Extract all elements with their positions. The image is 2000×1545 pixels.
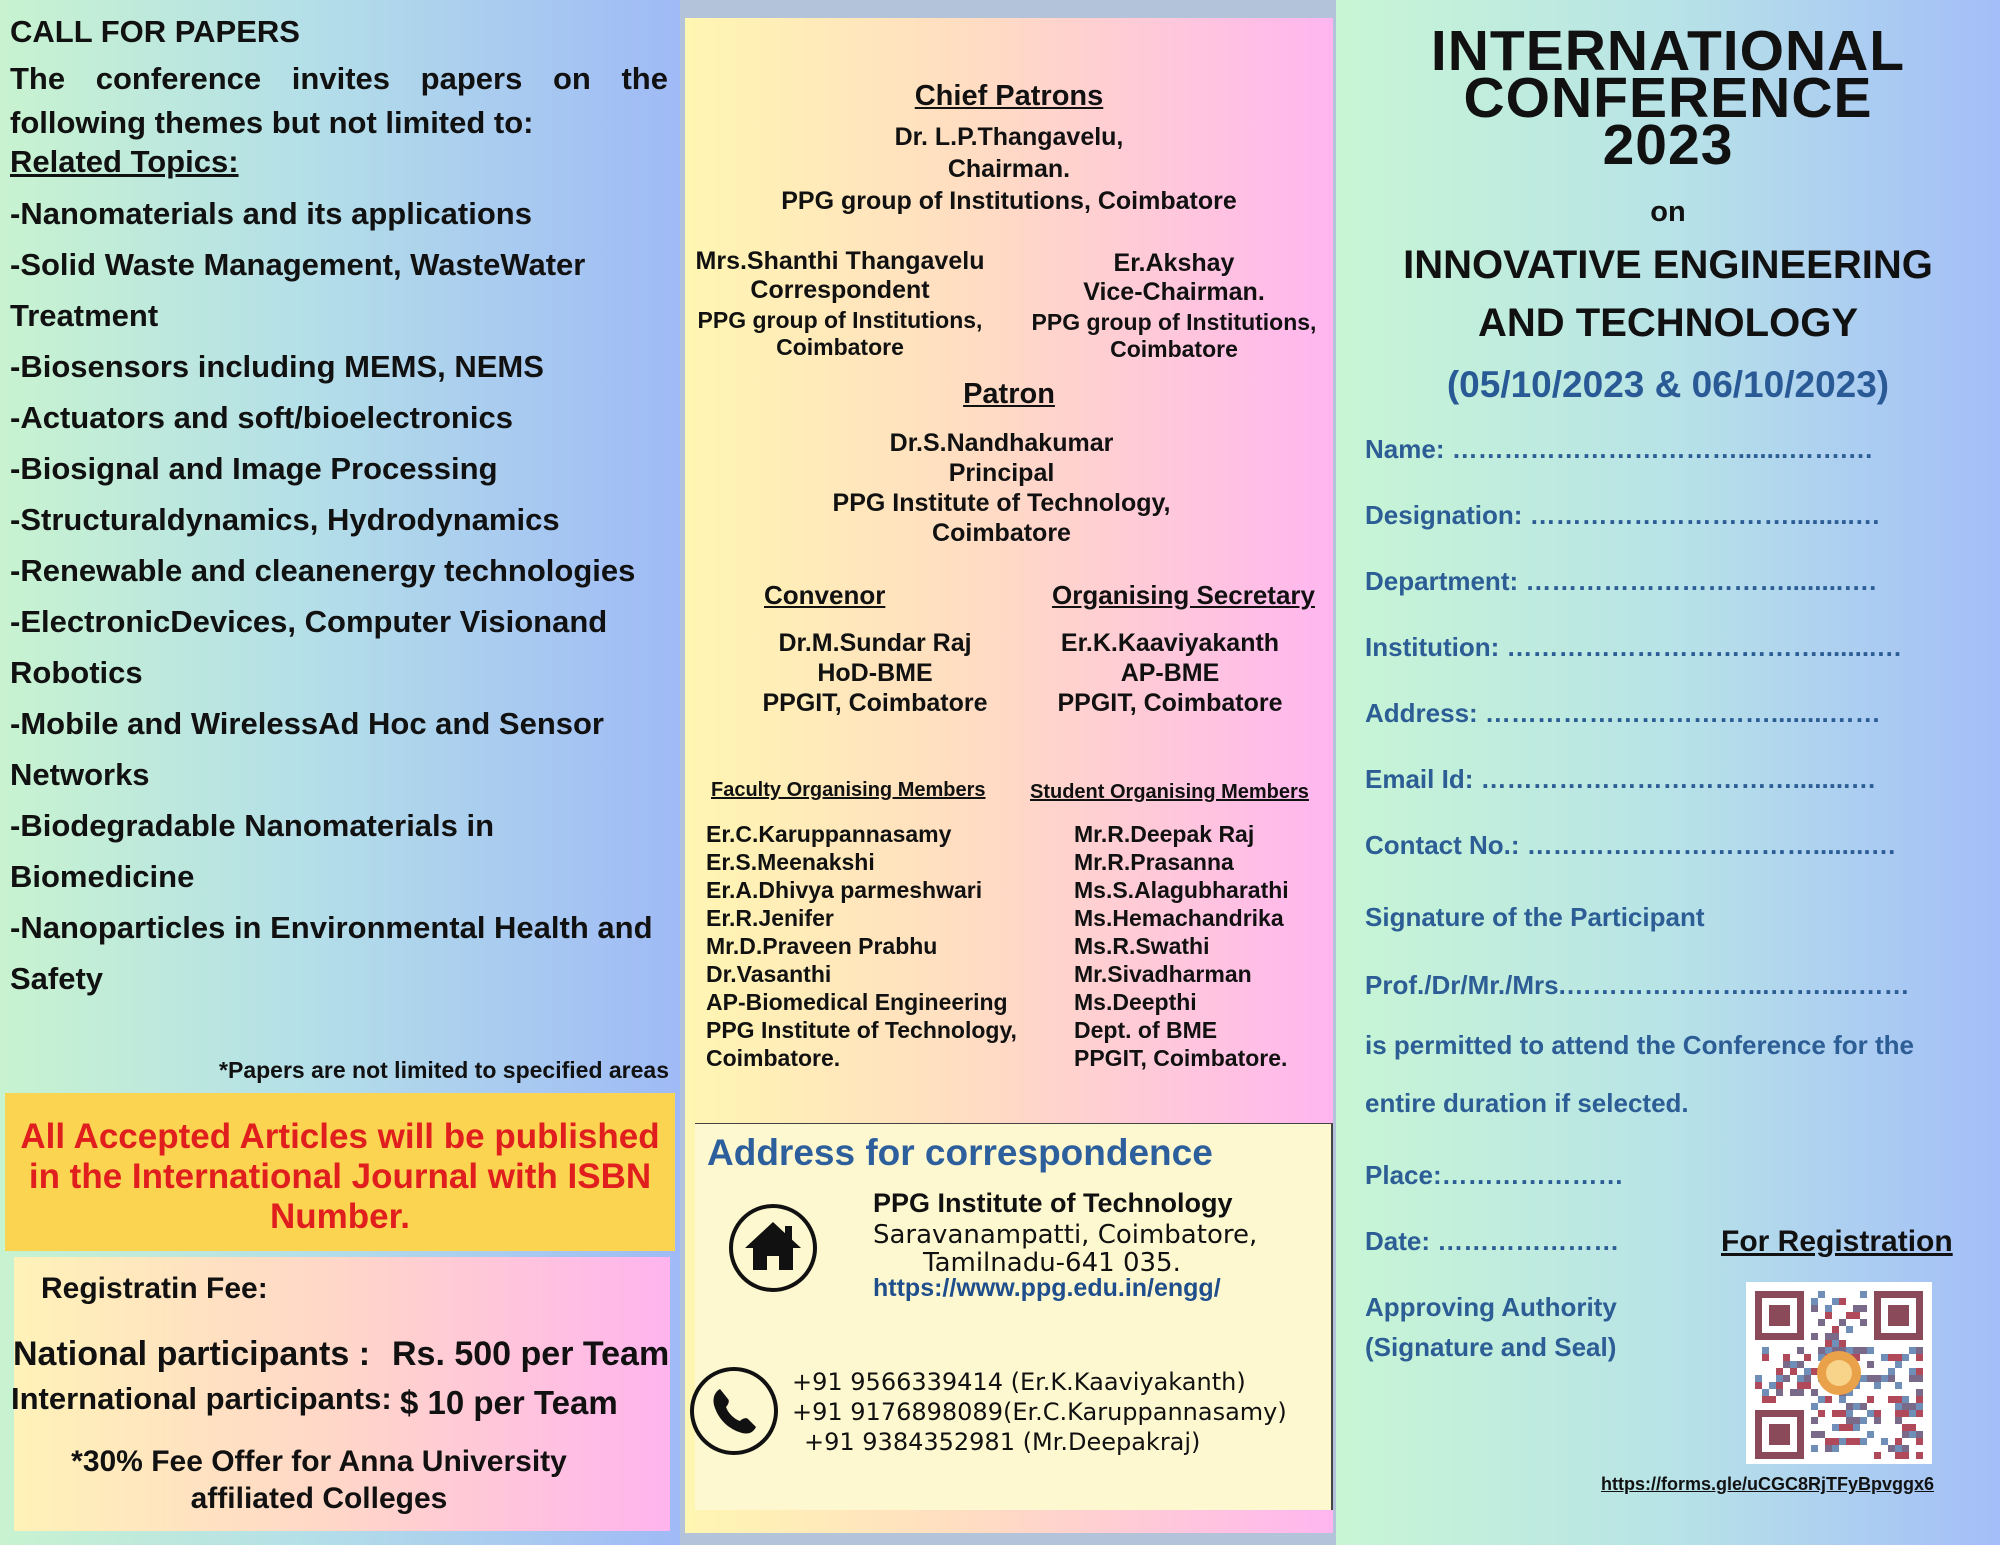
- faculty-member: Coimbatore.: [706, 1045, 841, 1071]
- registration-link[interactable]: https://forms.gle/uCGC8RjTFyBpvggx6: [1601, 1474, 1935, 1494]
- on-label: on: [1650, 196, 1686, 228]
- topic-item: -Biosignal and Image Processing: [10, 451, 498, 486]
- conference-subtitle: [1336, 236, 2000, 352]
- fee-title: Registratin Fee:: [41, 1272, 268, 1305]
- faculty-member: Er.R.Jenifer: [706, 905, 834, 931]
- papers-note: *Papers are not limited to specified areas: [219, 1057, 669, 1083]
- permission-text-2: entire duration if selected.: [1365, 1088, 1689, 1118]
- vice-chairman-org: PPG group of Institutions,: [1031, 309, 1317, 335]
- approving-authority-label: Approving Authority: [1365, 1292, 1617, 1322]
- secretary-role: AP-BME: [1120, 659, 1220, 687]
- chief-patron-org: PPG group of Institutions, Coimbatore: [781, 187, 1237, 215]
- signature-seal-label: (Signature and Seal): [1365, 1332, 1617, 1362]
- institute-name: PPG Institute of Technology: [873, 1188, 1233, 1218]
- student-member: Ms.R.Swathi: [1074, 933, 1210, 959]
- address-line-2: Tamilnadu-641 035.: [923, 1248, 1181, 1278]
- participant-signature-label: Signature of the Participant: [1365, 902, 1705, 932]
- topic-item: -Structuraldynamics, Hydrodynamics: [10, 502, 560, 537]
- topic-item: -Biosensors including MEMS, NEMS: [10, 349, 544, 384]
- faculty-members-list: [706, 820, 1017, 1072]
- designation-field[interactable]: Designation: ………………………….........…: [1365, 500, 1881, 530]
- registration-fee-box: [11, 1257, 670, 1531]
- conference-title-line: INTERNATIONAL: [1430, 19, 1906, 83]
- correspondent-name: Mrs.Shanthi Thangavelu: [695, 247, 985, 275]
- phone-number[interactable]: +91 9566339414 (Er.K.Kaaviyakanth): [792, 1368, 1246, 1396]
- topic-item: -Solid Waste Management, WasteWater Treatment: [10, 247, 586, 333]
- conference-subtitle-line: AND TECHNOLOGY: [1478, 301, 1858, 345]
- call-for-papers-panel: [0, 0, 680, 1545]
- topic-item: -Nanoparticles in Environmental Health and Safety: [10, 910, 653, 996]
- related-topics-heading: Related Topics:: [10, 144, 239, 179]
- chief-patron-name: Dr. L.P.Thangavelu,: [894, 123, 1124, 151]
- email-field[interactable]: Email Id: ………………………………........…: [1365, 764, 1877, 794]
- international-fee-label: International participants:: [11, 1381, 392, 1416]
- faculty-member: Er.S.Meenakshi: [706, 849, 875, 875]
- correspondent-role: Correspondent: [750, 276, 930, 304]
- secretary-name: Er.K.Kaaviyakanth: [1060, 629, 1280, 657]
- conference-subtitle-line: INNOVATIVE ENGINEERING: [1403, 243, 1933, 287]
- student-members-list: [1074, 820, 1289, 1072]
- student-members-heading: Student Organising Members: [1030, 781, 1309, 803]
- patron-city: Coimbatore: [932, 519, 1071, 547]
- conference-title-line: 2023: [1602, 113, 1734, 177]
- topic-item: -ElectronicDevices, Computer Visionand Robotics: [10, 604, 608, 690]
- correspondent-org: PPG group of Institutions,: [697, 307, 983, 333]
- faculty-member: AP-Biomedical Engineering: [706, 989, 1008, 1015]
- permission-text-1: is permitted to attend the Conference for the: [1365, 1030, 1914, 1060]
- vice-chairman-name: Er.Akshay: [1113, 249, 1235, 277]
- registration-heading: For Registration: [1721, 1225, 1953, 1258]
- topic-item: -Actuators and soft/bioelectronics: [10, 400, 513, 435]
- secretary-heading: Organising Secretary: [1052, 580, 1315, 610]
- conference-title: [1336, 19, 2000, 177]
- student-member: Mr.Sivadharman: [1074, 961, 1252, 987]
- international-fee-value: $ 10 per Team: [400, 1384, 618, 1421]
- topics-list: [10, 188, 670, 1004]
- patron-org: PPG Institute of Technology,: [832, 489, 1171, 517]
- student-member: Dept. of BME: [1074, 1017, 1218, 1043]
- chief-patrons-heading: Chief Patrons: [914, 80, 1104, 112]
- national-fee-value: Rs. 500 per Team: [392, 1335, 670, 1373]
- faculty-member: Dr.Vasanthi: [706, 961, 832, 987]
- faculty-members-heading: Faculty Organising Members: [711, 779, 986, 801]
- student-member: Ms.Deepthi: [1074, 989, 1197, 1015]
- student-member: Mr.R.Deepak Raj: [1074, 821, 1255, 847]
- institution-field[interactable]: Institution: ………………………………........…: [1365, 632, 1903, 662]
- correspondent-city: Coimbatore: [776, 334, 904, 360]
- patron-role: Principal: [948, 459, 1055, 487]
- phone-number[interactable]: +91 9176898089(Er.C.Karuppannasamy): [792, 1398, 1287, 1426]
- fee-offer-note: *30% Fee Offer for Anna University affiliated Colleges: [71, 1445, 567, 1515]
- student-member: Ms.Hemachandrika: [1074, 905, 1284, 931]
- faculty-member: Er.A.Dhivya parmeshwari: [706, 877, 983, 903]
- vice-chairman-role: Vice-Chairman.: [1083, 278, 1265, 306]
- department-field[interactable]: Department: …………………………........….: [1365, 566, 1877, 596]
- topic-item: -Mobile and WirelessAd Hoc and Sensor Networks: [10, 706, 604, 792]
- address-line-1: Saravanampatti, Coimbatore,: [873, 1220, 1258, 1250]
- address-box: [695, 1123, 1333, 1510]
- prof-field[interactable]: Prof./Dr/Mr./Mrs.…………………...…….....……: [1365, 970, 1910, 1000]
- date-field[interactable]: Date: …………………: [1365, 1226, 1620, 1256]
- place-field[interactable]: Place:…………………: [1365, 1160, 1624, 1190]
- vice-chairman-city: Coimbatore: [1110, 336, 1238, 362]
- committee-panel: [685, 18, 1333, 1533]
- topic-item: -Renewable and cleanenergy technologies: [10, 553, 636, 588]
- student-member: PPGIT, Coimbatore.: [1074, 1045, 1288, 1071]
- chief-patron-role: Chairman.: [947, 155, 1071, 183]
- faculty-member: Er.C.Karuppannasamy: [706, 821, 952, 847]
- faculty-member: Mr.D.Praveen Prabhu: [706, 933, 938, 959]
- contact-field[interactable]: Contact No.: ……………………………........…: [1365, 830, 1897, 860]
- call-for-papers-title: CALL FOR PAPERS: [10, 14, 300, 49]
- conference-title-line: CONFERENCE: [1463, 66, 1873, 130]
- registration-panel: [1336, 0, 2000, 1545]
- convenor-org: PPGIT, Coimbatore: [762, 689, 988, 717]
- conference-dates: (05/10/2023 & 06/10/2023): [1446, 364, 1890, 405]
- address-heading: Address for correspondence: [707, 1132, 1213, 1173]
- qr-code-icon[interactable]: [1746, 1282, 1932, 1464]
- topic-item: -Biodegradable Nanomaterials in Biomedicine: [10, 808, 495, 894]
- institute-website-link[interactable]: https://www.ppg.edu.in/engg/: [873, 1274, 1221, 1302]
- patron-name: Dr.S.Nandhakumar: [889, 429, 1114, 457]
- national-fee-label: National participants :: [13, 1335, 371, 1373]
- student-member: Ms.S.Alagubharathi: [1074, 877, 1289, 903]
- phone-icon: [690, 1367, 778, 1455]
- convenor-name: Dr.M.Sundar Raj: [778, 629, 972, 657]
- convenor-heading: Convenor: [764, 580, 886, 610]
- address-field[interactable]: Address: ……………………………........……: [1365, 698, 1881, 728]
- name-field[interactable]: Name: …………………………….......…….…: [1365, 434, 1874, 464]
- convenor-role: HoD-BME: [817, 659, 933, 687]
- call-for-papers-intro: The conference invites papers on the following themes but not limited to:: [10, 61, 668, 140]
- student-member: Mr.R.Prasanna: [1074, 849, 1234, 875]
- phone-number[interactable]: +91 9384352981 (Mr.Deepakraj): [804, 1428, 1201, 1456]
- patron-heading: Patron: [963, 378, 1055, 410]
- accepted-articles-banner: All Accepted Articles will be published in the International Journal with ISBN Number.: [5, 1093, 675, 1251]
- home-icon: [729, 1204, 817, 1292]
- secretary-org: PPGIT, Coimbatore: [1057, 689, 1283, 717]
- faculty-member: PPG Institute of Technology,: [706, 1017, 1017, 1043]
- topic-item: -Nanomaterials and its applications: [10, 196, 532, 231]
